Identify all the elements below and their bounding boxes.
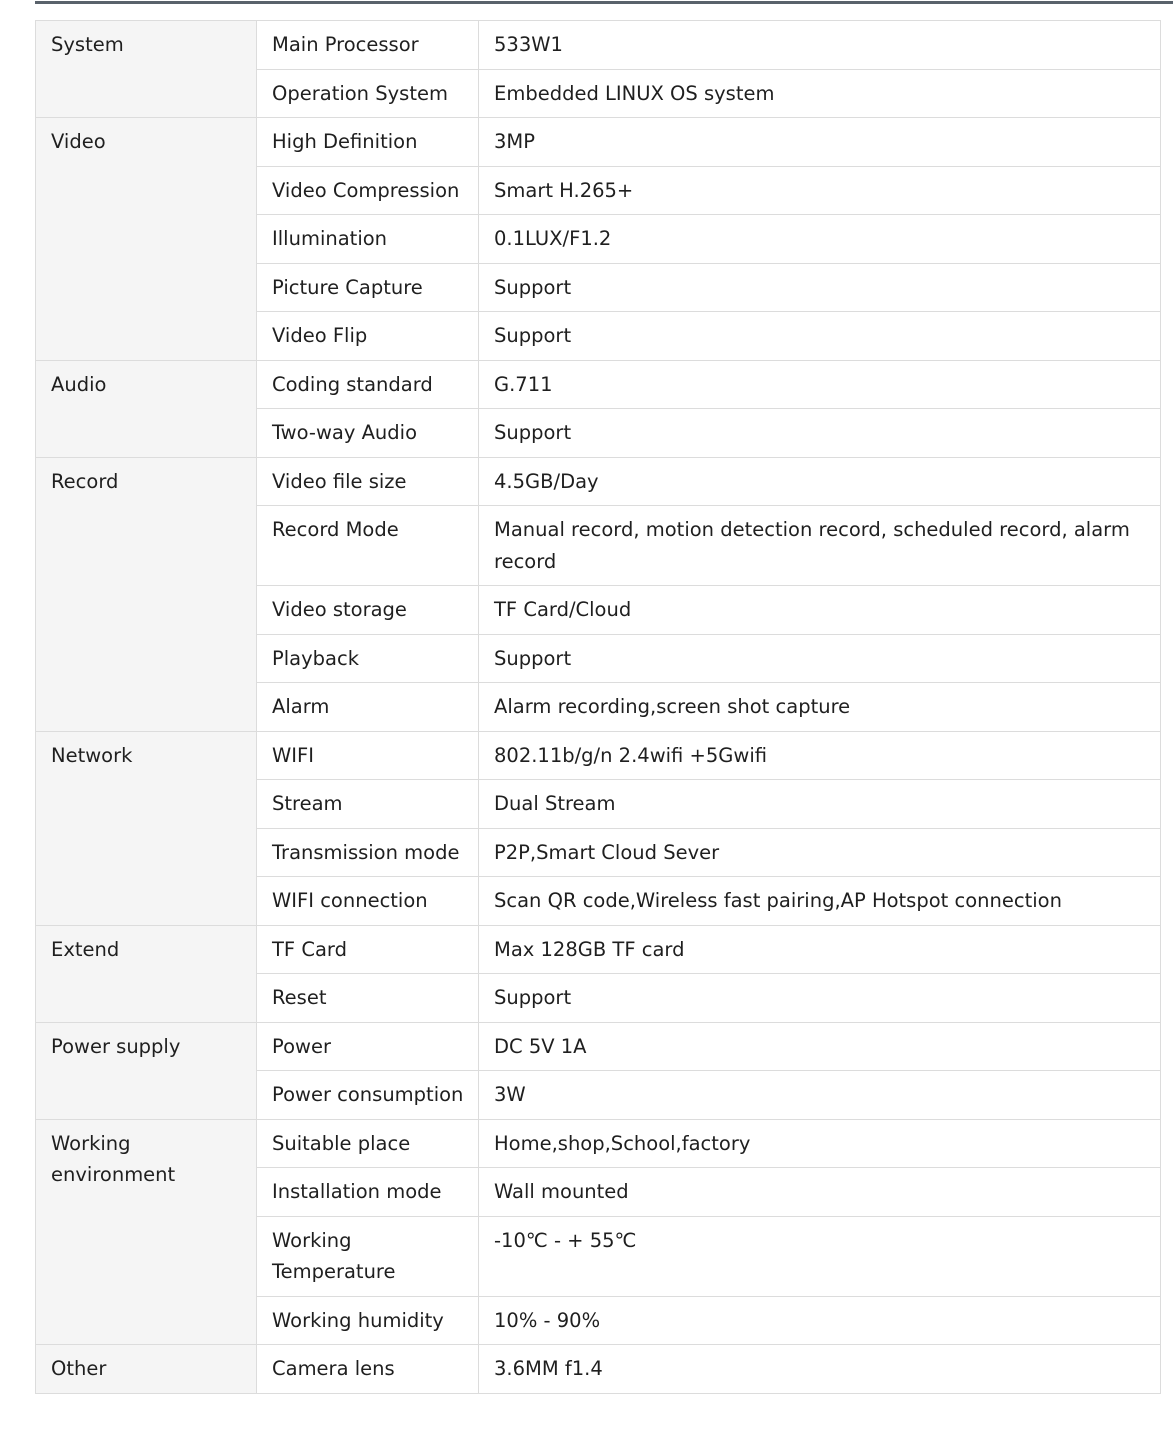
spec-table-body bbox=[36, 21, 1161, 1394]
category-cell: Video bbox=[36, 118, 257, 361]
category-cell: Audio bbox=[36, 360, 257, 457]
param-cell: Reset bbox=[257, 974, 479, 1023]
param-cell: Video file size bbox=[257, 457, 479, 506]
value-cell: Support bbox=[479, 634, 1161, 683]
value-cell: P2P,Smart Cloud Sever bbox=[479, 828, 1161, 877]
value-cell: 3.6MM f1.4 bbox=[479, 1345, 1161, 1394]
value-cell: Embedded LINUX OS system bbox=[479, 69, 1161, 118]
param-cell: Two-way Audio bbox=[257, 409, 479, 458]
value-cell: 4.5GB/Day bbox=[479, 457, 1161, 506]
category-cell: Power supply bbox=[36, 1022, 257, 1119]
value-cell: G.711 bbox=[479, 360, 1161, 409]
table-row bbox=[36, 1022, 1161, 1071]
value-cell: Support bbox=[479, 409, 1161, 458]
param-cell: Working humidity bbox=[257, 1296, 479, 1345]
param-cell: WIFI connection bbox=[257, 877, 479, 926]
value-cell: -10℃ - + 55℃ bbox=[479, 1216, 1161, 1296]
category-cell: Network bbox=[36, 731, 257, 925]
value-cell: Home,shop,School,factory bbox=[479, 1119, 1161, 1168]
param-cell: Camera lens bbox=[257, 1345, 479, 1394]
table-row bbox=[36, 1119, 1161, 1168]
value-cell: Dual Stream bbox=[479, 780, 1161, 829]
value-cell: Support bbox=[479, 263, 1161, 312]
value-cell: TF Card/Cloud bbox=[479, 586, 1161, 635]
param-cell: Illumination bbox=[257, 215, 479, 264]
param-cell: Installation mode bbox=[257, 1168, 479, 1217]
category-cell: System bbox=[36, 21, 257, 118]
param-cell: Playback bbox=[257, 634, 479, 683]
param-cell: Working Temperature bbox=[257, 1216, 479, 1296]
value-cell: Wall mounted bbox=[479, 1168, 1161, 1217]
param-cell: High Definition bbox=[257, 118, 479, 167]
value-cell: 533W1 bbox=[479, 21, 1161, 70]
table-row bbox=[36, 1345, 1161, 1394]
param-cell: Power consumption bbox=[257, 1071, 479, 1120]
param-cell: Suitable place bbox=[257, 1119, 479, 1168]
spec-table bbox=[35, 20, 1161, 1394]
category-cell: Working environment bbox=[36, 1119, 257, 1345]
value-cell: 3W bbox=[479, 1071, 1161, 1120]
value-cell: Support bbox=[479, 312, 1161, 361]
category-cell: Extend bbox=[36, 925, 257, 1022]
param-cell: Alarm bbox=[257, 683, 479, 732]
top-divider bbox=[35, 1, 1173, 4]
table-row bbox=[36, 21, 1161, 70]
value-cell: 0.1LUX/F1.2 bbox=[479, 215, 1161, 264]
table-row bbox=[36, 118, 1161, 167]
table-row bbox=[36, 360, 1161, 409]
value-cell: Max 128GB TF card bbox=[479, 925, 1161, 974]
param-cell: Stream bbox=[257, 780, 479, 829]
table-row bbox=[36, 731, 1161, 780]
value-cell: 10% - 90% bbox=[479, 1296, 1161, 1345]
param-cell: Main Processor bbox=[257, 21, 479, 70]
param-cell: Transmission mode bbox=[257, 828, 479, 877]
value-cell: Manual record, motion detection record, scheduled record, alarm record bbox=[479, 506, 1161, 586]
value-cell: Alarm recording,screen shot capture bbox=[479, 683, 1161, 732]
value-cell: Support bbox=[479, 974, 1161, 1023]
param-cell: Picture Capture bbox=[257, 263, 479, 312]
table-row bbox=[36, 925, 1161, 974]
param-cell: Record Mode bbox=[257, 506, 479, 586]
category-cell: Record bbox=[36, 457, 257, 731]
category-cell: Other bbox=[36, 1345, 257, 1394]
param-cell: WIFI bbox=[257, 731, 479, 780]
param-cell: Video storage bbox=[257, 586, 479, 635]
value-cell: Smart H.265+ bbox=[479, 166, 1161, 215]
param-cell: TF Card bbox=[257, 925, 479, 974]
param-cell: Coding standard bbox=[257, 360, 479, 409]
table-row bbox=[36, 457, 1161, 506]
value-cell: 802.11b/g/n 2.4wifi +5Gwifi bbox=[479, 731, 1161, 780]
param-cell: Video Compression bbox=[257, 166, 479, 215]
param-cell: Operation System bbox=[257, 69, 479, 118]
value-cell: Scan QR code,Wireless fast pairing,AP Hotspot connection bbox=[479, 877, 1161, 926]
param-cell: Power bbox=[257, 1022, 479, 1071]
param-cell: Video Flip bbox=[257, 312, 479, 361]
value-cell: 3MP bbox=[479, 118, 1161, 167]
value-cell: DC 5V 1A bbox=[479, 1022, 1161, 1071]
